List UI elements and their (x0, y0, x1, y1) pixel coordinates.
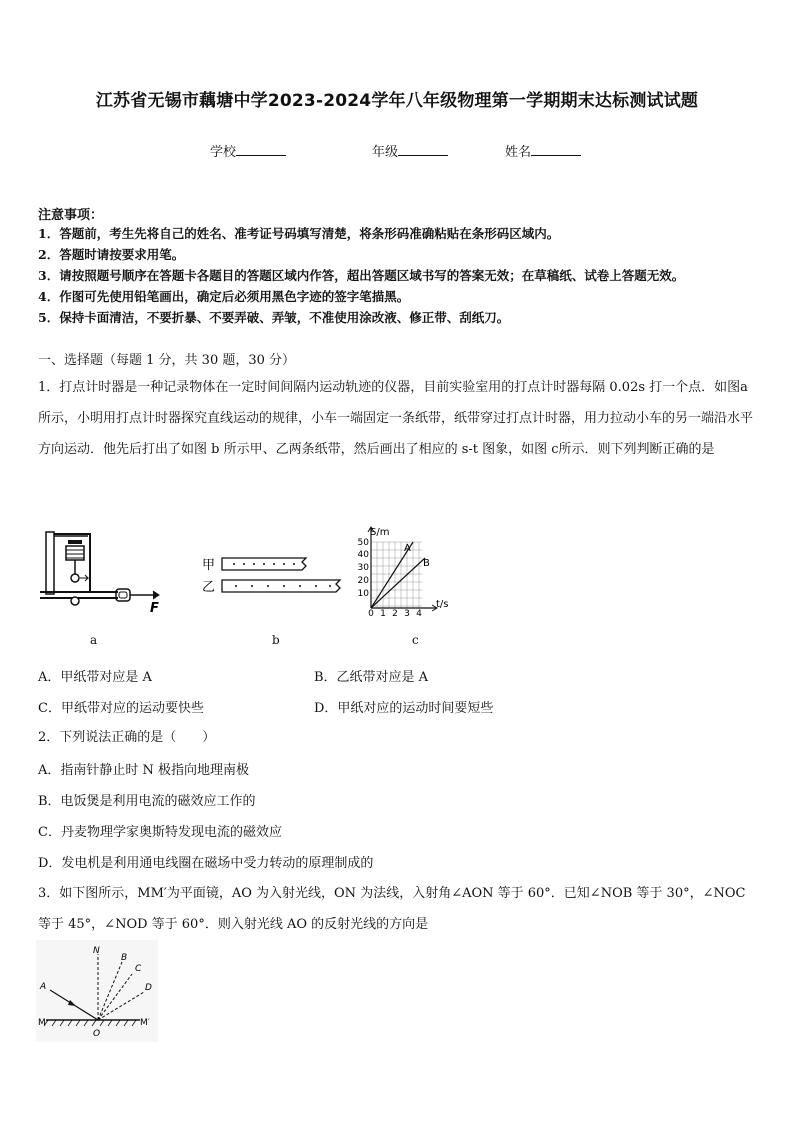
question-2-stem: 2．下列说法正确的是（ ） (38, 730, 216, 745)
school-blank[interactable] (236, 143, 286, 156)
question-1-stem: 1．打点计时器是一种记录物体在一定时间间隔内运动轨迹的仪器，目前实验室用的打点计时器每隔 0.02s 打一个点．如图a所示，小明用打点计时器探究直线运动的规律，小车一端固定一条纸带，纸带穿过打点计时器，用力拉动小车的另一端沿水平方向运动．他先后打出了如图 b 所示甲、乙两条纸带，然后画出了相应的 s-t 图象，如图 c所示．则下列判断正确的是 (38, 380, 754, 457)
note-item: 4．作图可先使用铅笔画出，确定后必须用黑色字迹的签字笔描黑。 (38, 289, 410, 304)
q2-option-c[interactable]: C．丹麦物理学家奥斯特发现电流的磁效应 (38, 825, 282, 840)
figure-c-st-graph (352, 524, 462, 616)
figure-q3-mirror (36, 940, 160, 1044)
q1-option-b[interactable]: B．乙纸带对应是 A (314, 670, 429, 685)
figure-b-caption: b (272, 633, 280, 647)
note-item: 5．保持卡面清洁，不要折暴、不要弄破、弄皱，不准使用涂改液、修正带、刮纸刀。 (38, 310, 510, 325)
line-b-label: B (423, 558, 430, 569)
force-label: F (150, 601, 159, 616)
q1-option-d[interactable]: D．甲纸对应的运动时间要短些 (314, 701, 494, 716)
label-b: B (121, 953, 128, 963)
name-field (505, 141, 581, 160)
y-axis-label: S/m (370, 527, 390, 538)
label-a: A (40, 982, 47, 992)
tape-2-label: 乙 (202, 580, 216, 595)
label-c: C (135, 964, 142, 974)
note-item: 3．请按照题号顺序在答题卡各题目的答题区域内作答，超出答题区域书写的答案无效；在草稿纸、试卷上答题无效。 (38, 268, 685, 283)
grade-blank[interactable] (398, 143, 448, 156)
name-blank[interactable] (531, 143, 581, 156)
y-tick: 40 (357, 550, 369, 560)
q1-option-a[interactable]: A．甲纸带对应是 A (38, 670, 152, 685)
y-tick: 50 (357, 538, 369, 548)
x-tick: 1 (380, 609, 386, 616)
x-tick: 2 (392, 609, 398, 616)
figure-c-caption: c (412, 633, 419, 647)
grade-label: 年级 (372, 145, 399, 160)
label-d: D (145, 983, 152, 993)
school-label: 学校 (210, 145, 237, 160)
label-o: O (93, 1029, 101, 1039)
note-item: 1．答题前，考生先将自己的姓名、准考证号码填写清楚，将条形码准确粘贴在条形码区域内。 (38, 226, 560, 241)
tape-1-label: 甲 (202, 558, 216, 573)
school-field (210, 141, 286, 160)
exam-title: 江苏省无锡市藕塘中学2023-2024学年八年级物理第一学期期末达标测试试题 (95, 91, 699, 111)
grade-field (372, 141, 448, 160)
q2-option-d[interactable]: D．发电机是利用通电线圈在磁场中受力转动的原理制成的 (38, 856, 374, 871)
q1-option-c[interactable]: C．甲纸带对应的运动要快些 (38, 701, 204, 716)
question-3-stem-line-1: 3．如下图所示，MM′为平面镜，AO 为入射光线，ON 为法线，入射角∠AON 等于 60°．已知∠NOB 等于 30°，∠NOC (38, 886, 746, 901)
figure-b-tapes (198, 552, 348, 598)
y-tick: 20 (357, 576, 369, 586)
name-label: 姓名 (505, 145, 532, 160)
label-m: M (38, 1018, 46, 1028)
label-n: N (93, 946, 100, 956)
x-tick: 3 (404, 609, 410, 616)
x-axis-label: t/s (436, 599, 449, 610)
y-tick: 10 (357, 589, 369, 599)
label-m-prime: M′ (140, 1018, 150, 1028)
x-tick: 0 (368, 609, 374, 616)
question-3-stem-line-2: 等于 45°，∠NOD 等于 60°．则入射光线 AO 的反射光线的方向是 (38, 917, 429, 932)
x-tick: 4 (416, 609, 422, 616)
figure-a-timer (40, 528, 170, 618)
q2-option-a[interactable]: A．指南针静止时 N 极指向地理南极 (38, 763, 250, 778)
notes-heading: 注意事项： (38, 208, 104, 223)
note-item: 2．答题时请按要求用笔。 (38, 247, 185, 262)
figure-a-caption: a (90, 633, 98, 647)
line-a-label: A (404, 543, 411, 554)
section-heading: 一、选择题（每题 1 分，共 30 题，30 分） (38, 353, 296, 368)
y-tick: 30 (357, 563, 369, 573)
q2-option-b[interactable]: B．电饭煲是利用电流的磁效应工作的 (38, 794, 256, 809)
